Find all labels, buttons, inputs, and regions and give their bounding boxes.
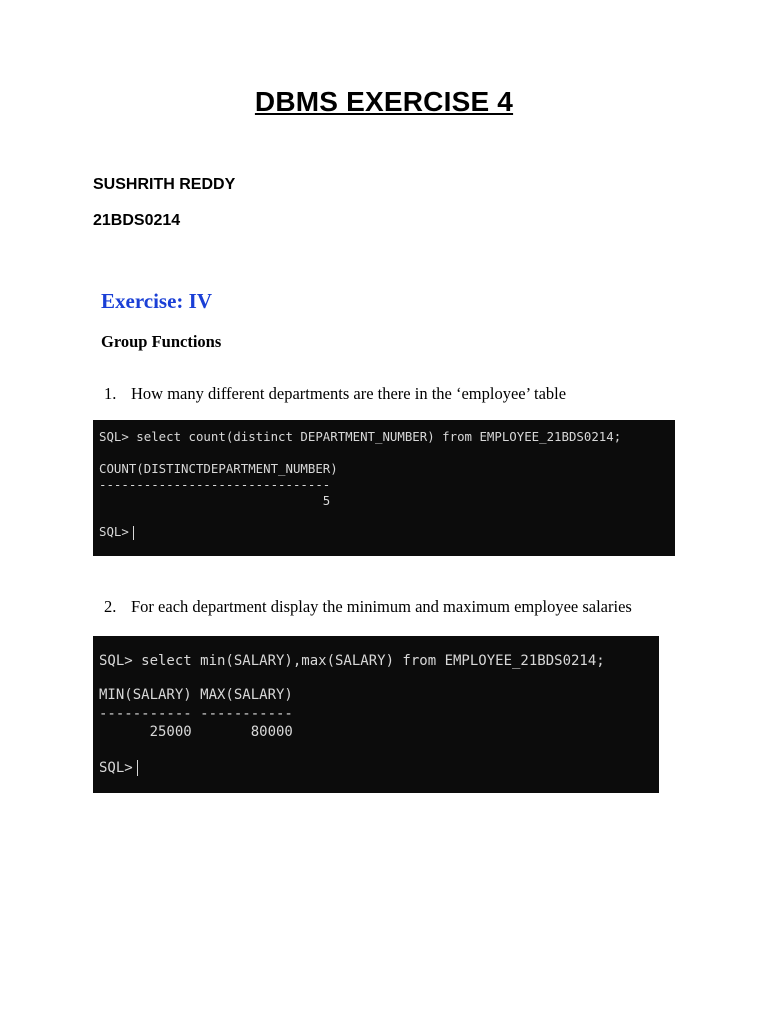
sql-command: SQL> select min(SALARY),max(SALARY) from EMPLOYEE_21BDS0214; [99,653,605,669]
section-heading: Group Functions [101,332,222,351]
page-title: DBMS EXERCISE 4 [254,86,514,117]
text-cursor [137,760,138,776]
column-separator: ------------------------------- [99,477,331,492]
question-1 [104,384,566,404]
terminal-screenshot-2 [93,636,659,793]
column-header: COUNT(DISTINCTDEPARTMENT_NUMBER) [99,461,338,476]
question-2-number: 2. [104,597,117,616]
question-2-text: For each department display the minimum and maximum employee salaries [131,597,632,616]
sql-prompt-line [99,524,134,540]
text-cursor [133,526,134,540]
terminal-screenshot-1 [93,420,675,556]
sql-prompt: SQL> [99,760,133,776]
sql-command: SQL> select count(distinct DEPARTMENT_NUMBER) from EMPLOYEE_21BDS0214; [99,429,622,444]
sql-prompt: SQL> [99,524,129,539]
query-result: 25000 80000 [99,724,293,740]
question-1-number: 1. [104,384,117,403]
question-1-text: How many different departments are there in the ‘employee’ table [131,384,567,403]
query-result: 5 [99,493,331,508]
author-name: SUSHRITH REDDY [93,176,236,193]
sql-prompt-line [99,760,138,776]
column-header: MIN(SALARY) MAX(SALARY) [99,687,293,703]
question-2 [104,597,632,617]
exercise-heading: Exercise: IV [101,289,212,313]
student-id: 21BDS0214 [93,212,181,229]
column-separator: ----------- ----------- [99,706,293,722]
